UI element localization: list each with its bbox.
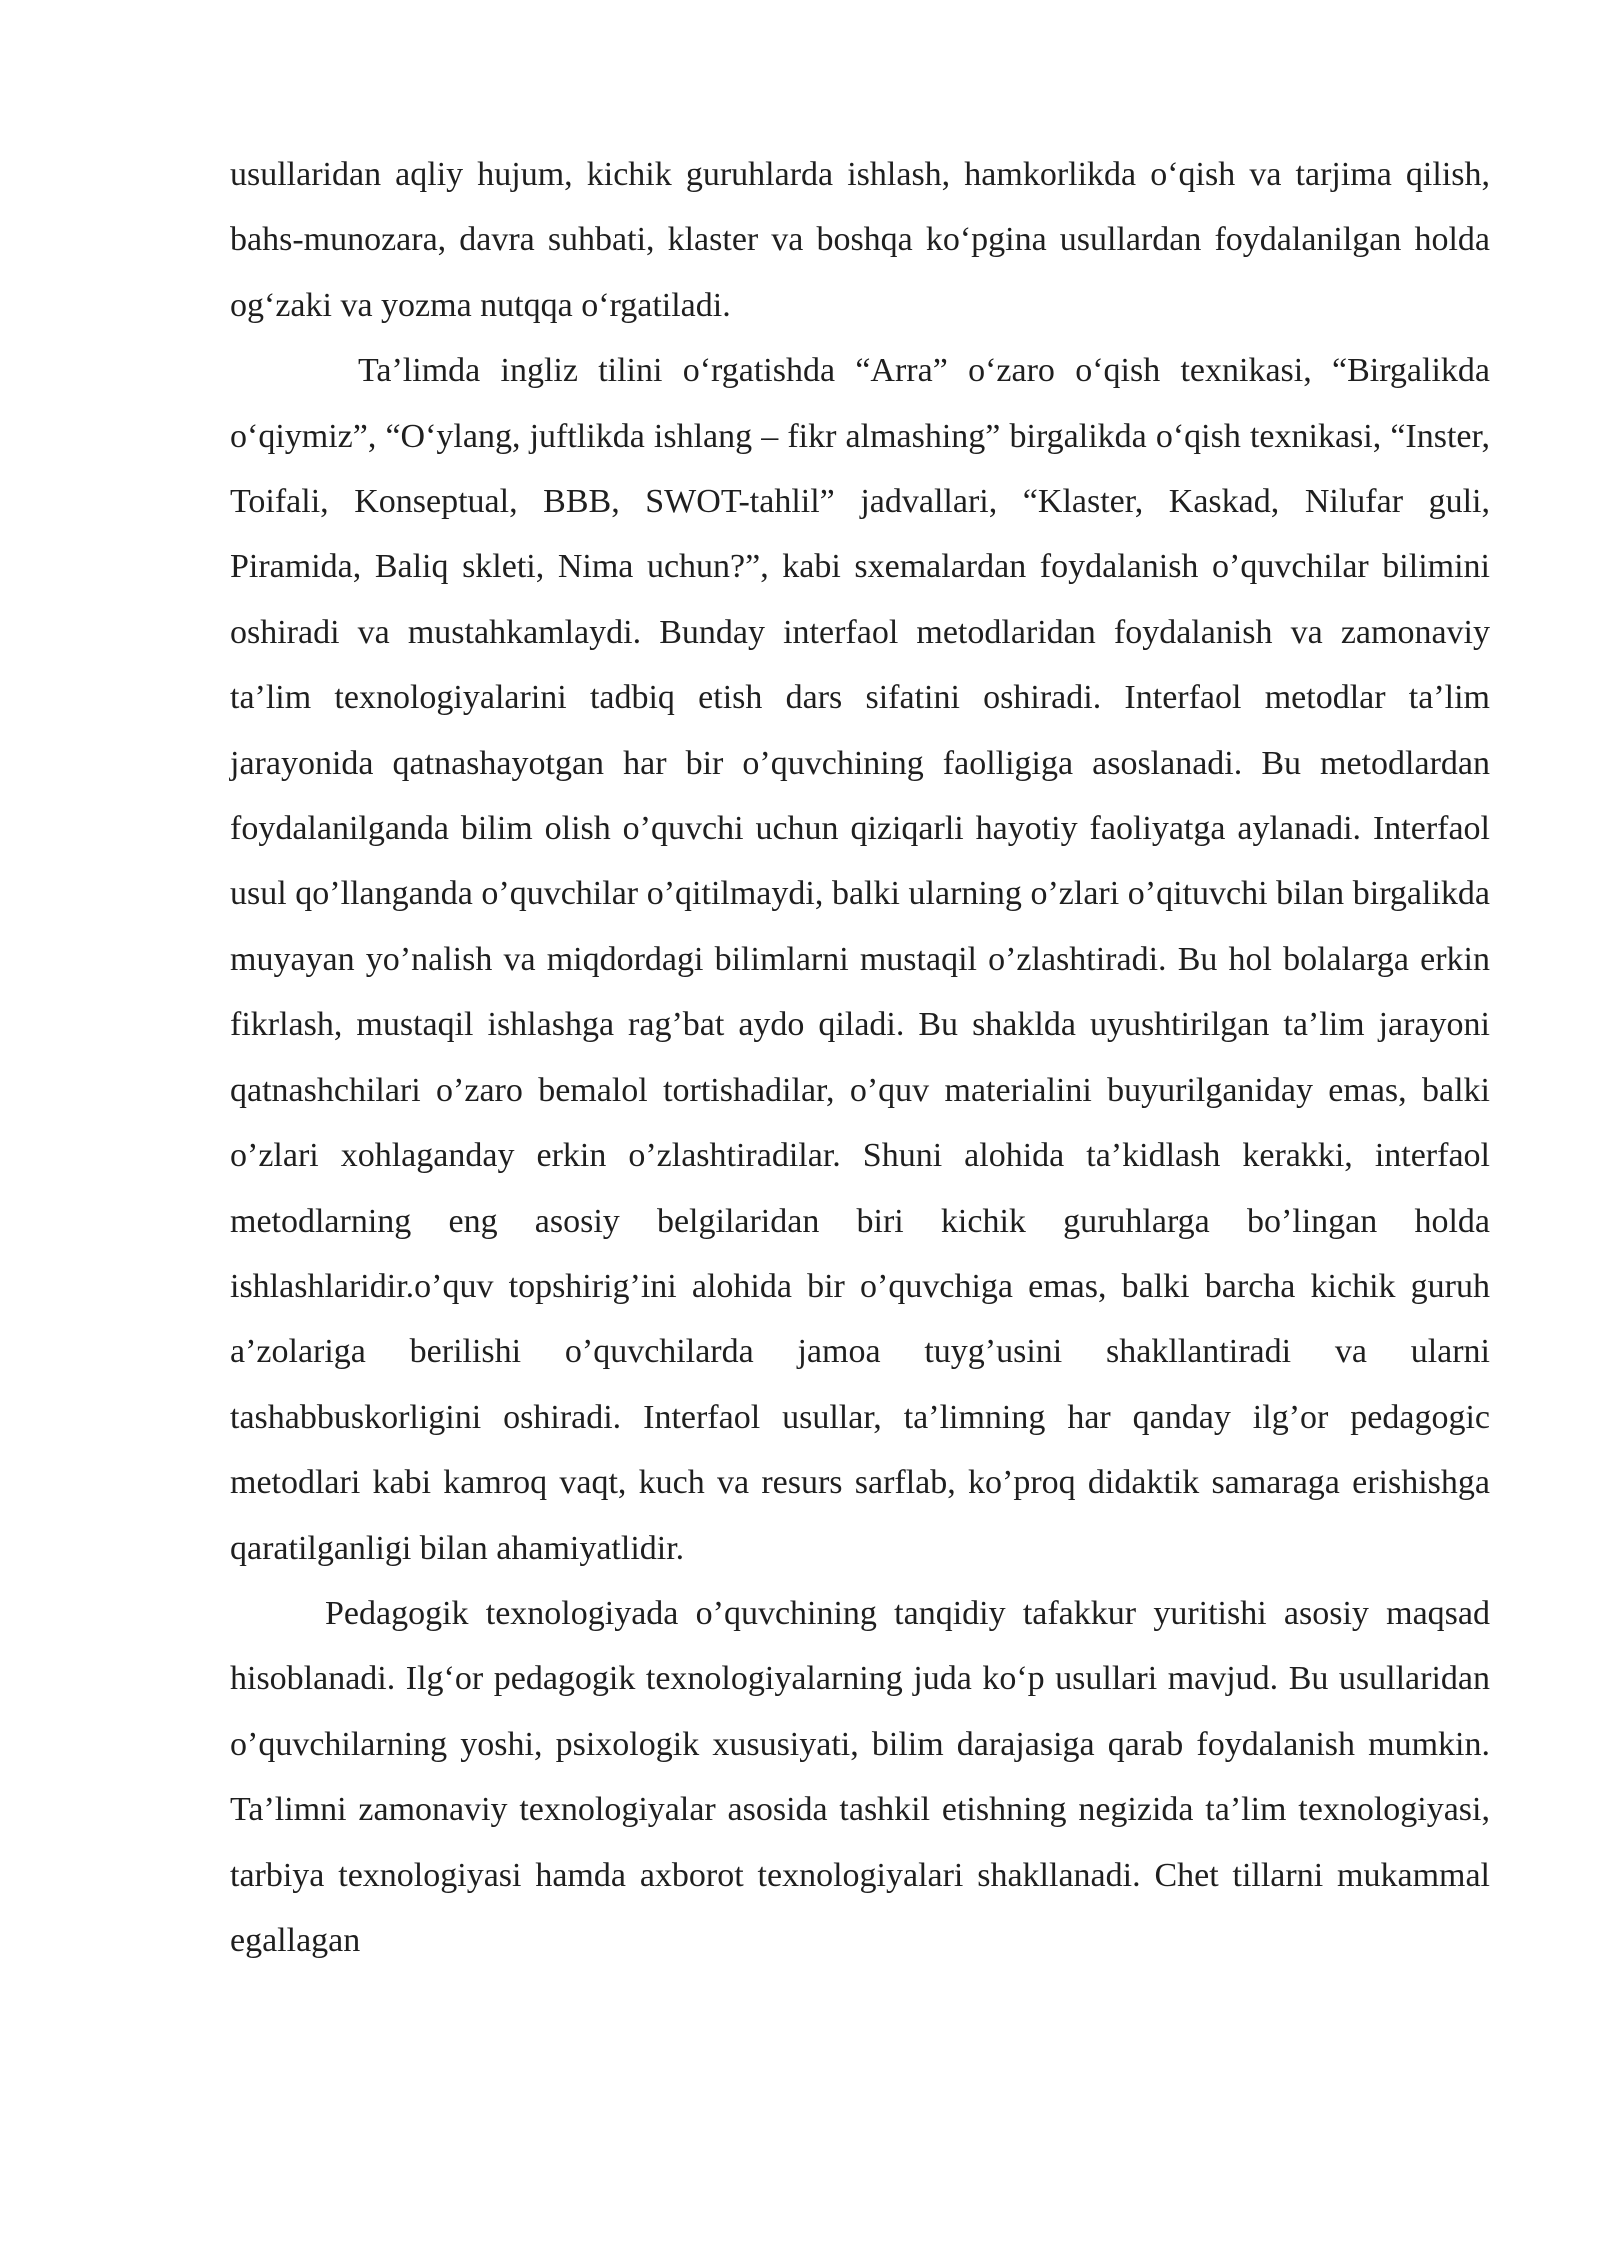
paragraph-2: Ta’limda ingliz tilini o‘rgatishda “Arra” o‘zaro o‘qish texnikasi, “Birgalikda o‘qiymiz”, “O‘ylang, juftlikda ishlang – fikr almashing” birgalikda o‘qish texnikasi, “Inster, Toifali, Konseptual, BBB, SWOT-tahlil” jadvallari, “Klaster, Kaskad, Nilufar guli, Piramida, Baliq skleti, Nima uchun?”, kabi sxemalardan foydalanish o’quvchilar bilimini oshiradi va mustahkamlaydi. Bunday interfaol metodlaridan foydalanish va zamonaviy ta’lim texnologiyalarini tadbiq etish dars sifatini oshiradi. Interfaol metodlar ta’lim jarayonida qatnashayotgan har bir o’quvchining faolligiga asoslanadi. Bu metodlardan foydalanilganda bilim olish o’quvchi uchun qiziqarli hayotiy faoliyatga aylanadi. Interfaol usul qo’llanganda o’quvchilar o’qitilmaydi, balki ularning o’zlari o’qituvchi bilan birgalikda muyayan yo’nalish va miqdordagi bilimlarni mustaqil o’zlashtiradi. Bu hol bolalarga erkin fikrlash, mustaqil ishlashga rag’bat aydo qiladi. Bu shaklda uyushtirilgan ta’lim jarayoni qatnashchilari o’zaro bemalol tortishadilar, o’quv materialini buyurilganiday emas, balki o’zlari xohlaganday erkin o’zlashtiradilar. Shuni alohida ta’kidlash kerakki, interfaol metodlarning eng asosiy belgilaridan biri kichik guruhlarga bo’lingan holda ishlashlaridir.o’quv topshirig’ini alohida bir o’quvchiga emas, balki barcha kichik guruh a’zolariga berilishi o’quvchilarda jamoa tuyg’usini shakllantiradi va ularni tashabbuskorligini oshiradi. Interfaol usullar, ta’limning har qanday ilg’or pedagogic metodlari kabi kamroq vaqt, kuch va resurs sarflab, ko’proq didaktik samaraga erishishga qaratilganligi bilan ahamiyatlidir. xyxy=(230,352,1490,1567)
document-body xyxy=(230,142,1490,1973)
paragraph-1: usullaridan aqliy hujum, kichik guruhlarda ishlash, hamkorlikda o‘qish va tarjima qilish, bahs-munozara, davra suhbati, klaster va boshqa ko‘pgina usullardan foydalanilgan holda og‘zaki va yozma nutqqa o‘rgatiladi. xyxy=(230,156,1490,324)
paragraph-3: Pedagogik texnologiyada o’quvchining tanqidiy tafakkur yuritishi asosiy maqsad hisoblanadi. Ilg‘or pedagogik texnologiyalarning juda ko‘p usullari mavjud. Bu usullaridan o’quvchilarning yoshi, psixologik xususiyati, bilim darajasiga qarab foydalanish mumkin. Ta’limni zamonaviy texnologiyalar asosida tashkil etishning negizida ta’lim texnologiyasi, tarbiya texnologiyasi hamda axborot texnologiyalari shakllanadi. Chet tillarni mukammal egallagan xyxy=(230,1594,1490,1959)
